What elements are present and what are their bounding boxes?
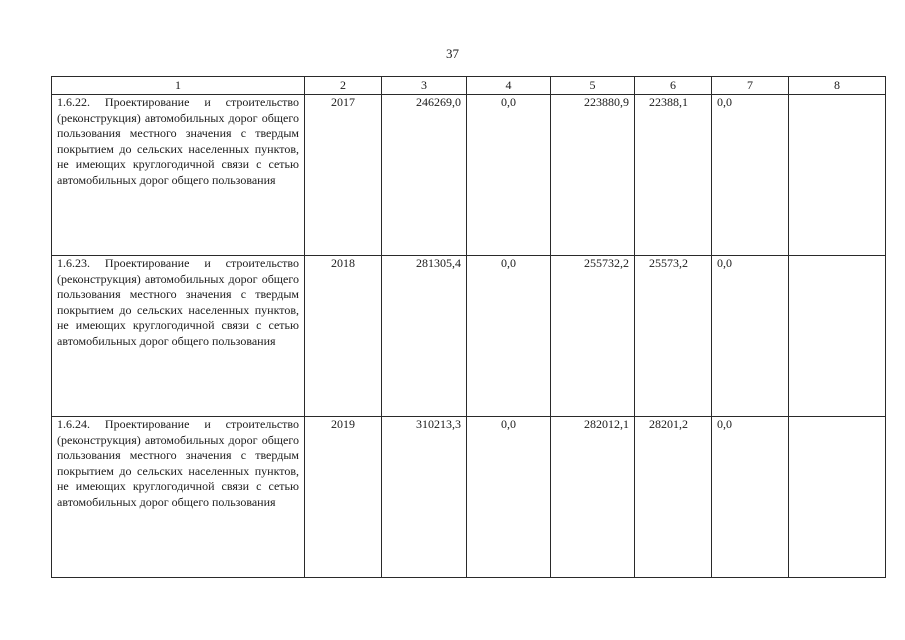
row-col8 [789,417,886,578]
page-number: 37 [446,46,459,61]
row-col6: 22388,1 [635,95,712,256]
row-year: 2017 [305,95,382,256]
column-header-4: 4 [467,77,551,95]
row-total: 281305,4 [382,256,467,417]
header-row [52,77,886,95]
row-col7: 0,0 [712,95,789,256]
row-year: 2018 [305,256,382,417]
row-col6: 28201,2 [635,417,712,578]
row-col5: 255732,2 [551,256,635,417]
row-description: 1.6.22. Проектирование и строительство (реконструкция) автомобильных дорог общего пользования местного значения с твердым покрытием до сельских населенных пунктов, не имеющих круглогодичной связи с сетью автомобильных дорог общего пользования [52,95,305,256]
table-row [52,256,886,417]
row-description: 1.6.23. Проектирование и строительство (реконструкция) автомобильных дорог общего пользования местного значения с твердым покрытием до сельских населенных пунктов, не имеющих круглогодичной связи с сетью автомобильных дорог общего пользования [52,256,305,417]
row-col4: 0,0 [467,95,551,256]
row-total: 310213,3 [382,417,467,578]
budget-table [51,76,886,578]
row-total: 246269,0 [382,95,467,256]
column-header-5: 5 [551,77,635,95]
column-header-8: 8 [789,77,886,95]
column-header-6: 6 [635,77,712,95]
table-row [52,95,886,256]
row-col8 [789,95,886,256]
column-header-2: 2 [305,77,382,95]
column-header-7: 7 [712,77,789,95]
row-col4: 0,0 [467,256,551,417]
table-row [52,417,886,578]
row-col7: 0,0 [712,256,789,417]
row-col8 [789,256,886,417]
column-header-3: 3 [382,77,467,95]
row-col7: 0,0 [712,417,789,578]
row-col5: 282012,1 [551,417,635,578]
column-header-1: 1 [52,77,305,95]
row-description: 1.6.24. Проектирование и строительство (реконструкция) автомобильных дорог общего пользования местного значения с твердым покрытием до сельских населенных пунктов, не имеющих круглогодичной связи с сетью автомобильных дорог общего пользования [52,417,305,578]
row-year: 2019 [305,417,382,578]
row-col6: 25573,2 [635,256,712,417]
row-col5: 223880,9 [551,95,635,256]
row-col4: 0,0 [467,417,551,578]
